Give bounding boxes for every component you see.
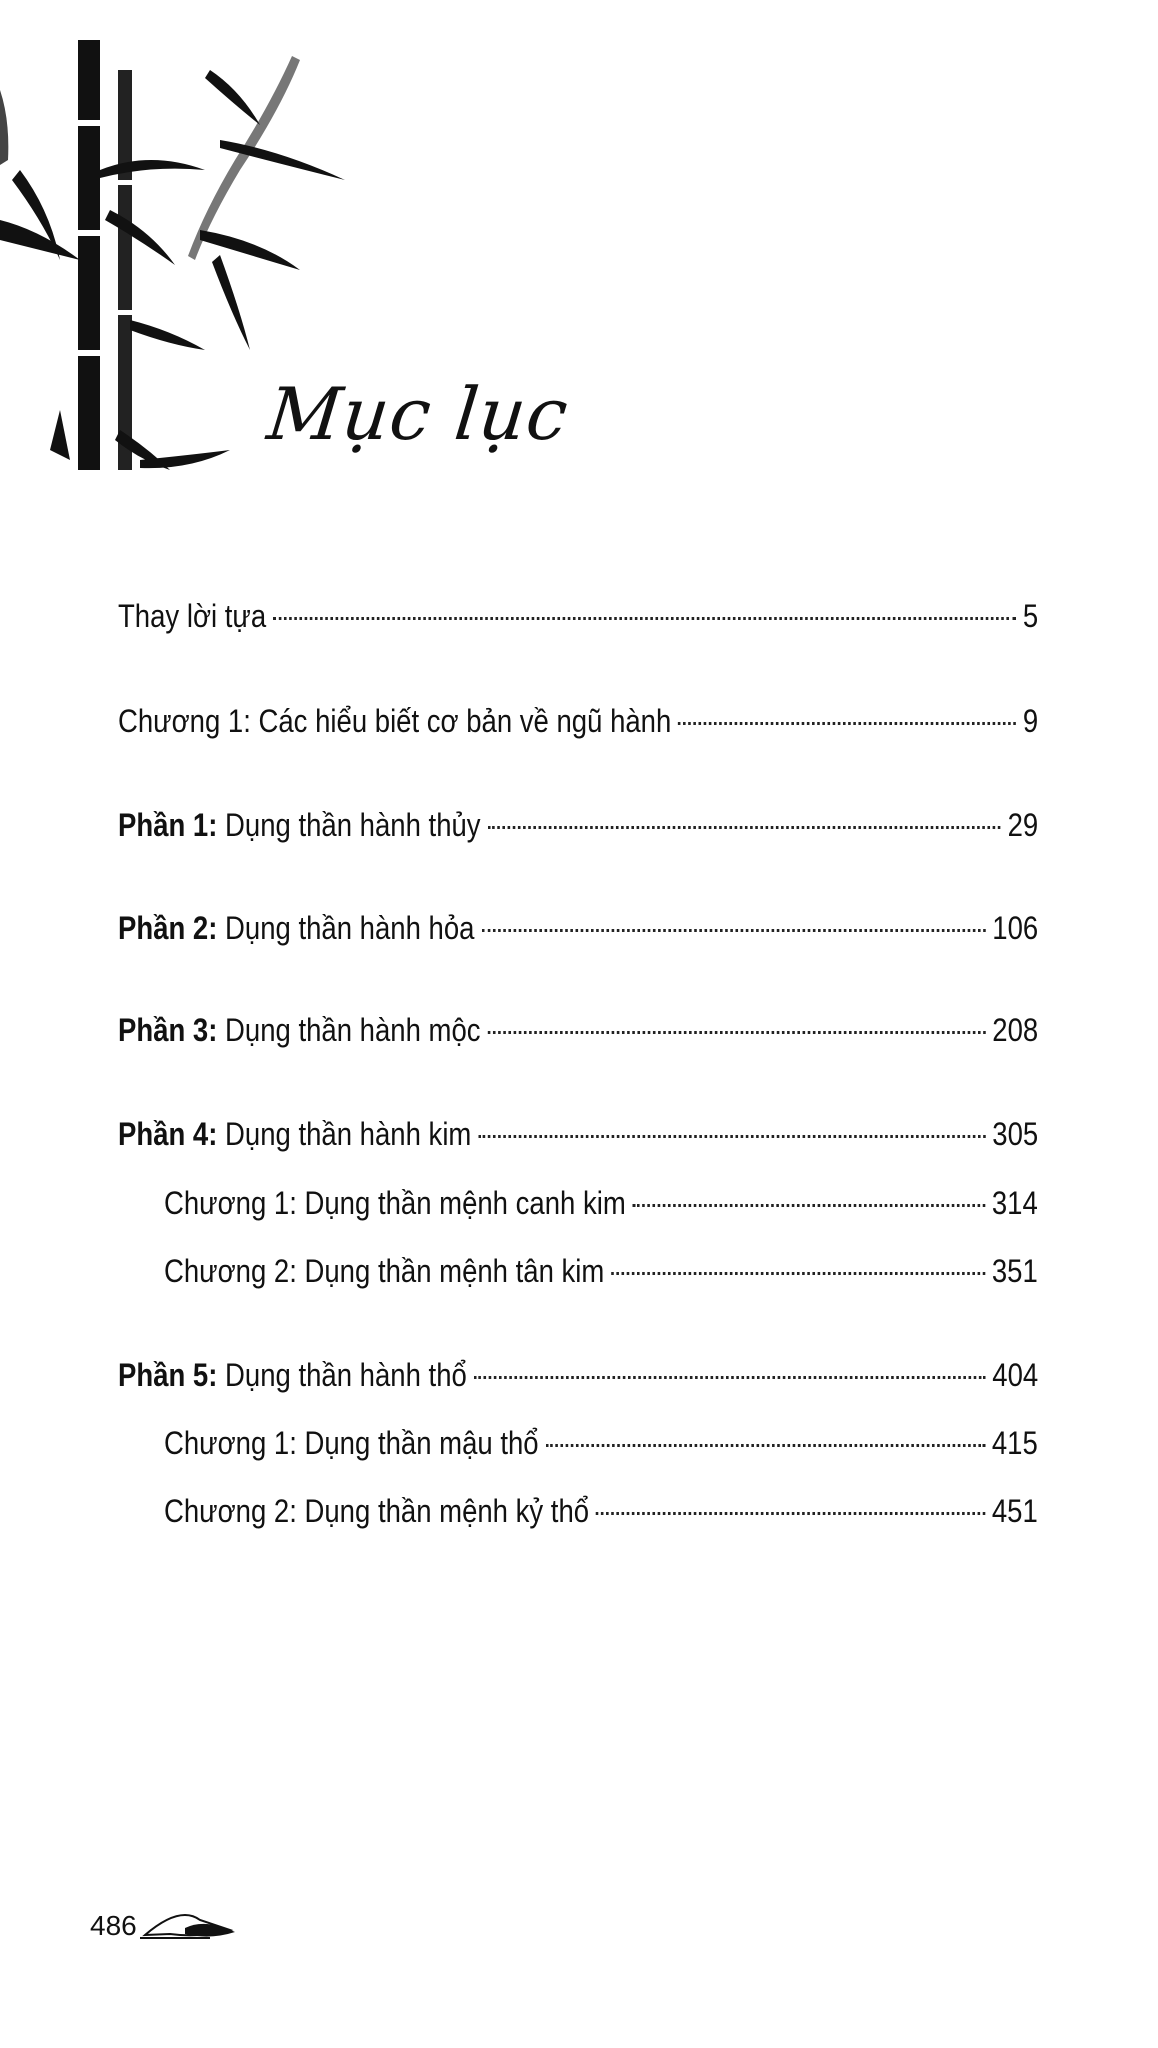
toc-entry-label: Dụng thần hành hỏa (217, 910, 475, 946)
dot-leader (481, 929, 985, 932)
toc-entry-page: 106 (992, 910, 1039, 946)
dot-leader (678, 722, 1016, 725)
dot-leader (474, 1376, 986, 1379)
toc-entry-label: Dụng thần hành mộc (217, 1012, 481, 1048)
toc-entry-title (118, 703, 671, 740)
toc-entry-page: 404 (992, 1357, 1039, 1393)
toc-entry-title (118, 910, 474, 947)
toc-entry-part-label: Phần 5: (118, 1357, 218, 1393)
toc-entry (118, 1012, 1038, 1049)
toc-entry-title (118, 1116, 471, 1153)
toc-entry-page: 305 (992, 1116, 1039, 1152)
toc-entry-label: Chương 2: Dụng thần mệnh kỷ thổ (164, 1493, 590, 1529)
toc-entry-title (118, 1357, 467, 1394)
toc-entry-title (164, 1425, 539, 1462)
toc-entry-label: Chương 1: Các hiểu biết cơ bản về ngũ hành (118, 703, 672, 739)
page-number: 486 (90, 1910, 137, 1941)
dot-leader (478, 1135, 985, 1138)
toc-entry-label: Chương 1: Dụng thần mậu thổ (164, 1425, 539, 1461)
toc-entry (118, 1357, 1038, 1394)
toc-entry (118, 703, 1038, 740)
toc-entry-title (118, 598, 266, 635)
toc-entry-part-label: Phần 3: (118, 1012, 218, 1048)
toc-entry-page: 415 (991, 1425, 1038, 1461)
toc-entry (118, 598, 1038, 635)
toc-entry-label: Dụng thần hành thủy (217, 807, 481, 843)
toc-entry (118, 807, 1038, 844)
toc-entry-label: Thay lời tựa (118, 598, 267, 634)
toc-entry-page: 5 (1022, 598, 1039, 634)
toc-entry (118, 1116, 1038, 1153)
page-title: Mục lục (263, 372, 573, 456)
dot-leader (273, 617, 1016, 620)
toc-entry (118, 910, 1038, 947)
toc-entry-title (164, 1185, 626, 1222)
toc-entry-part-label: Phần 2: (118, 910, 218, 946)
toc-entry (164, 1253, 1038, 1290)
dot-leader (596, 1512, 985, 1515)
toc-entry-label: Chương 1: Dụng thần mệnh canh kim (164, 1185, 626, 1221)
bamboo-ornament-icon (140, 1900, 240, 1945)
toc-entry (164, 1493, 1038, 1530)
toc-entry-title (164, 1253, 604, 1290)
toc-entry-label: Chương 2: Dụng thần mệnh tân kim (164, 1253, 605, 1289)
toc-entry-page: 208 (992, 1012, 1039, 1048)
toc-entry (164, 1185, 1038, 1222)
dot-leader (633, 1204, 985, 1207)
toc-entry-label: Dụng thần hành thổ (217, 1357, 467, 1393)
dot-leader (545, 1444, 985, 1447)
toc-entry-part-label: Phần 1: (118, 807, 218, 843)
toc-entry-label: Dụng thần hành kim (217, 1116, 472, 1152)
toc-entry-title (118, 1012, 481, 1049)
toc-entry-title (164, 1493, 589, 1530)
toc-entry-page: 314 (991, 1185, 1038, 1221)
toc-entry-page: 351 (991, 1253, 1038, 1289)
toc-entry-page: 29 (1007, 807, 1039, 843)
toc-entry-page: 451 (991, 1493, 1038, 1529)
dot-leader (611, 1272, 985, 1275)
toc-entry-part-label: Phần 4: (118, 1116, 218, 1152)
dot-leader (487, 1031, 985, 1034)
dot-leader (487, 826, 1000, 829)
toc-entry (164, 1425, 1038, 1462)
toc-entry-title (118, 807, 481, 844)
toc-entry-page: 9 (1022, 703, 1039, 739)
